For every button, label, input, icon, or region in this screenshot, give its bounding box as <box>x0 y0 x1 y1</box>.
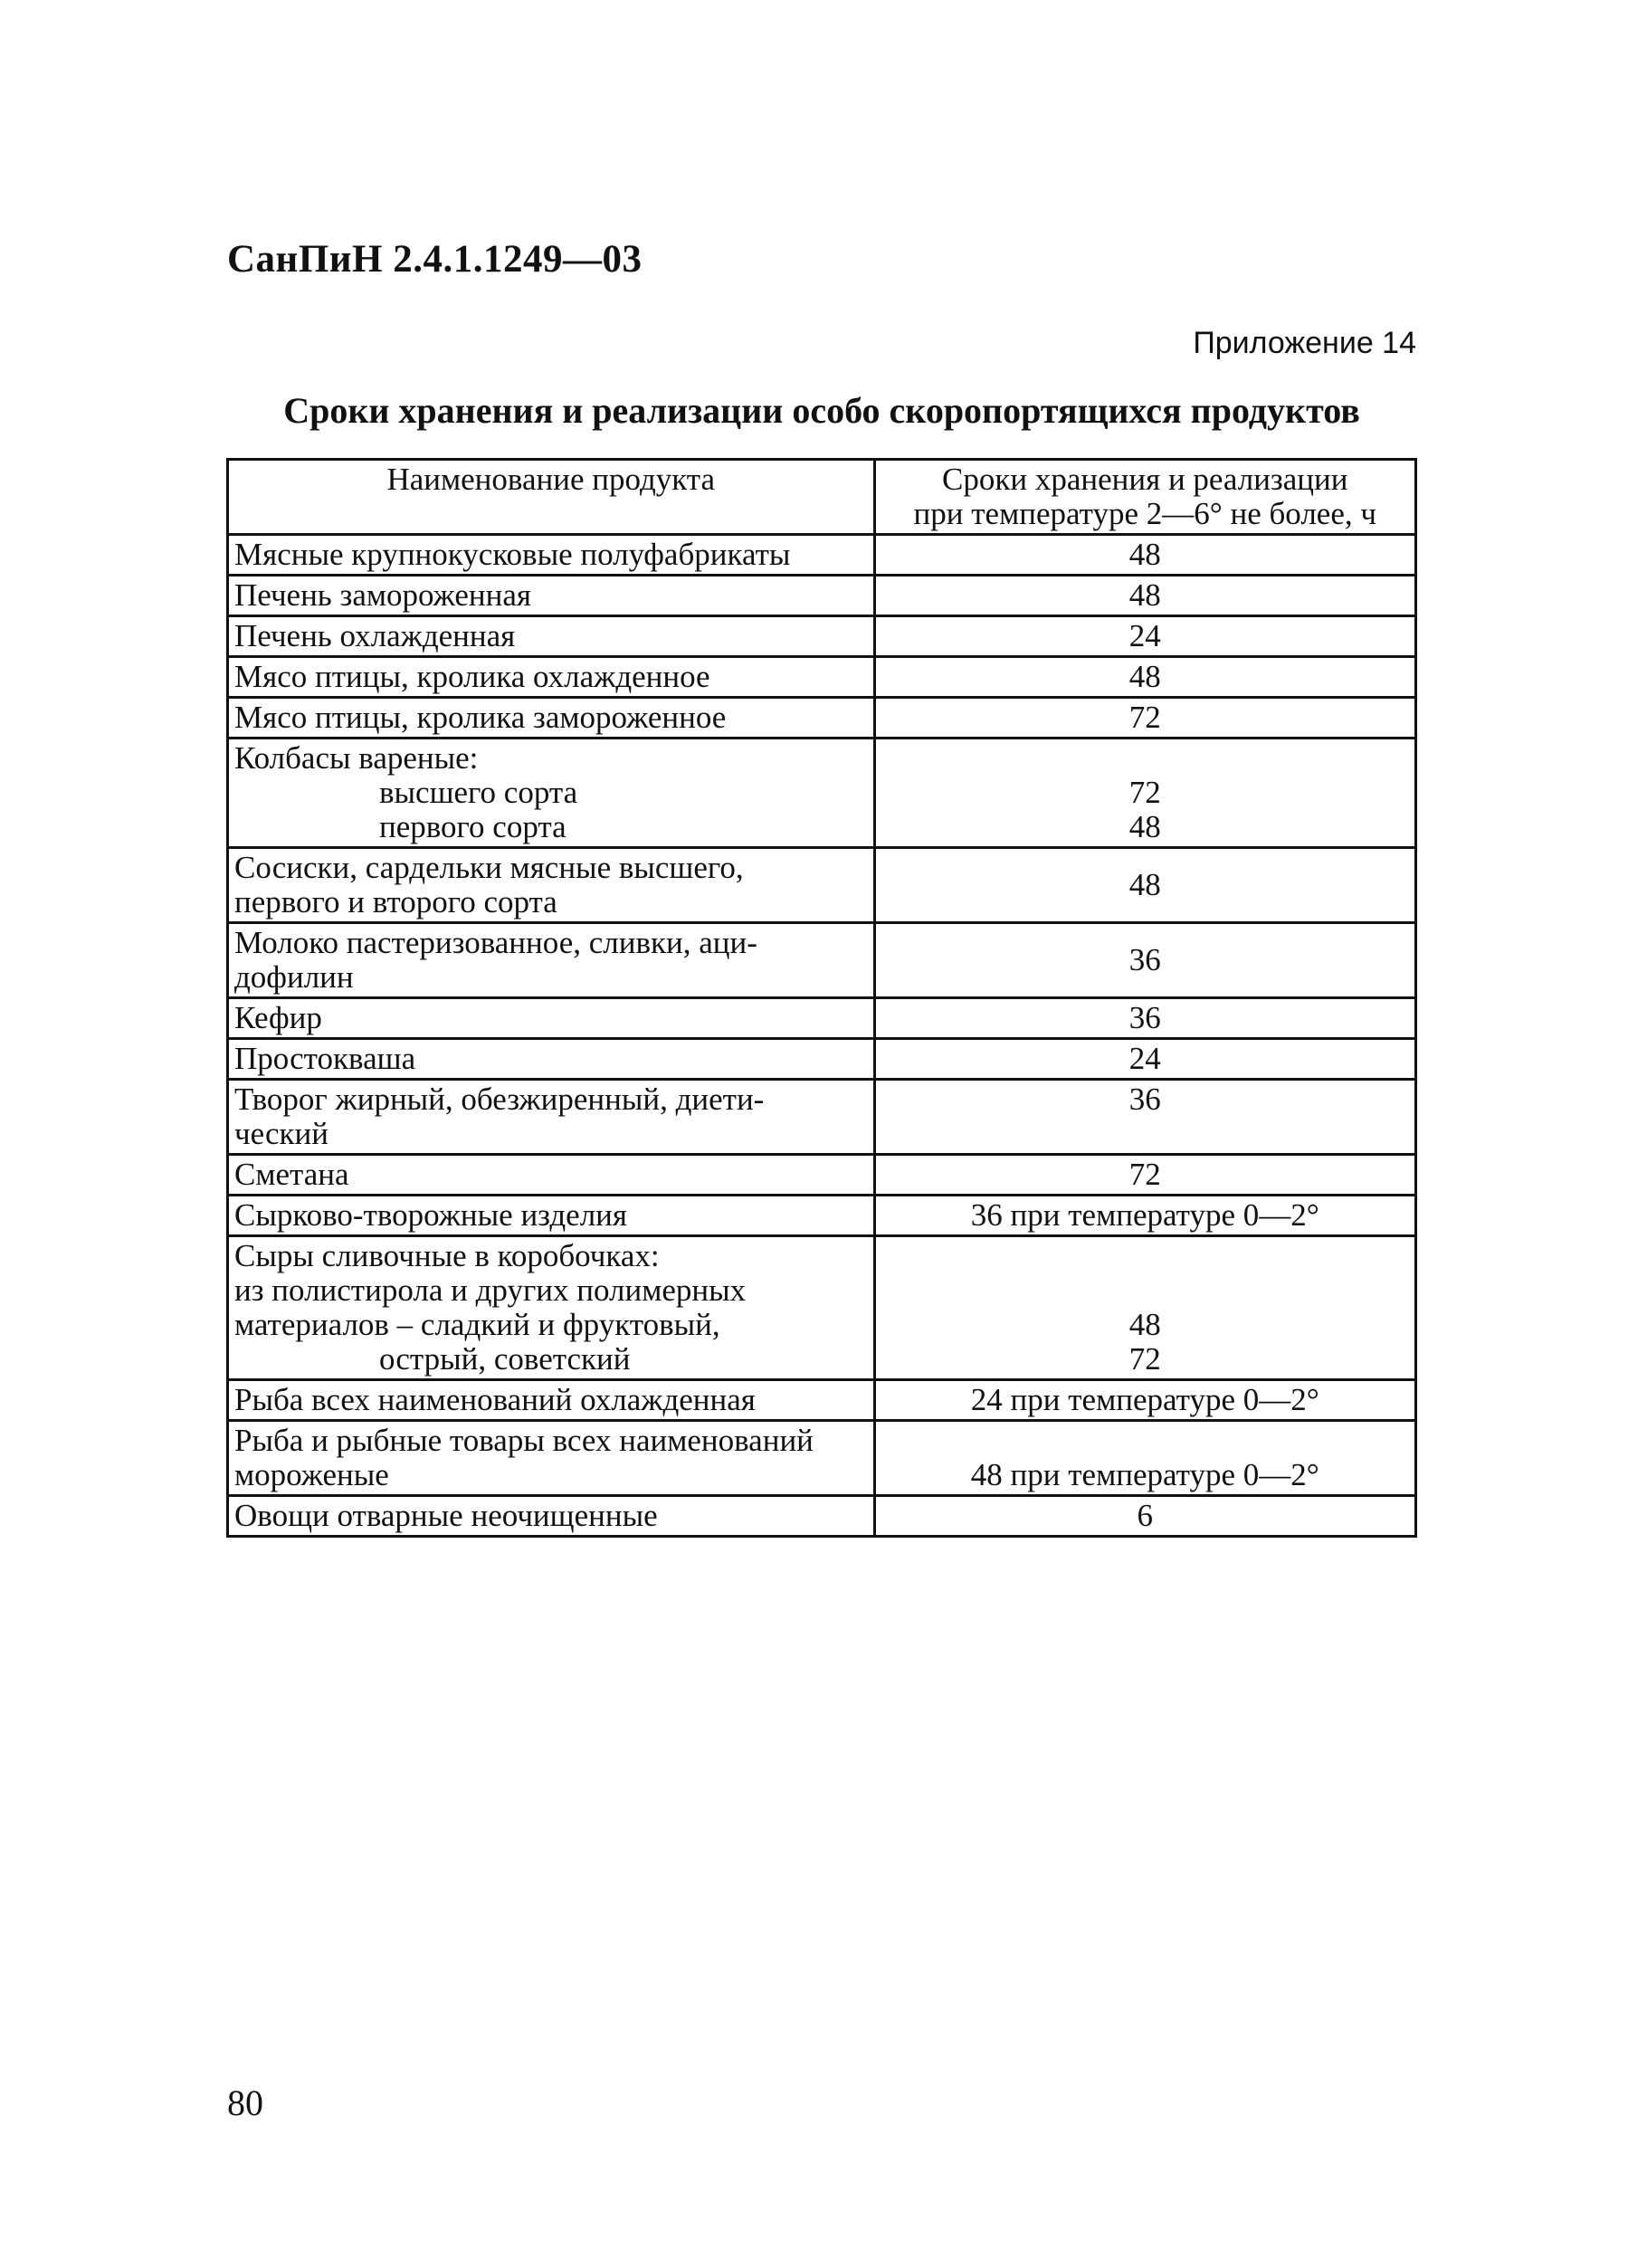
product-name: Мясо птицы, кролика замороженное <box>228 698 875 739</box>
product-name-line: дофилин <box>234 959 354 995</box>
product-name: Овощи отварные неочищенные <box>228 1496 875 1537</box>
appendix-label: Приложение 14 <box>1193 326 1416 360</box>
table-row <box>228 1236 1416 1380</box>
header-storage-term <box>874 460 1415 535</box>
storage-term <box>874 1236 1415 1380</box>
storage-term-value: 48 <box>1128 809 1161 844</box>
storage-terms-table <box>226 458 1417 1538</box>
product-name: Кефир <box>228 998 875 1039</box>
storage-term-value: 48 <box>1128 1307 1161 1342</box>
product-name: Мясо птицы, кролика охлажденное <box>228 657 875 698</box>
page-number: 80 <box>227 2082 263 2123</box>
table-header-row <box>228 460 1416 535</box>
product-name <box>228 1421 875 1496</box>
product-name-line: Рыба и рыбные товары всех наименований <box>234 1423 814 1458</box>
header-product-name: Наименование продукта <box>228 460 875 535</box>
storage-term: 48 при температуре 0—2° <box>874 1421 1415 1496</box>
storage-term-value: 72 <box>1128 1341 1161 1377</box>
table-row <box>228 1380 1416 1421</box>
product-grade: высшего сорта <box>379 775 578 810</box>
storage-term <box>874 739 1415 848</box>
storage-term: 48 <box>874 535 1415 576</box>
storage-term-value: 72 <box>1128 775 1161 810</box>
product-name: Рыба всех наименований охлажденная <box>228 1380 875 1421</box>
product-name-line: ческий <box>234 1116 329 1151</box>
product-name <box>228 1236 875 1380</box>
table-row <box>228 576 1416 616</box>
table-row <box>228 998 1416 1039</box>
product-name-line: острый, советский <box>379 1341 631 1377</box>
storage-term: 24 <box>874 1039 1415 1080</box>
product-name-line: Творог жирный, обезжиренный, диети- <box>234 1082 765 1117</box>
table-row <box>228 1421 1416 1496</box>
storage-term: 24 <box>874 616 1415 657</box>
product-name <box>228 739 875 848</box>
product-name: Печень охлажденная <box>228 616 875 657</box>
storage-term: 36 <box>874 1080 1415 1155</box>
product-grade: первого сорта <box>379 809 566 844</box>
product-name: Печень замороженная <box>228 576 875 616</box>
table-title: Сроки хранения и реализации особо скоропортящихся продуктов <box>283 390 1360 431</box>
product-name-line: Колбасы вареные: <box>234 740 479 776</box>
header-term-line2: при температуре 2—6° не более, ч <box>913 496 1376 531</box>
product-name-line: Молоко пастеризованное, сливки, аци- <box>234 925 757 960</box>
table-row <box>228 1155 1416 1196</box>
product-name <box>228 1080 875 1155</box>
storage-term: 24 при температуре 0—2° <box>874 1380 1415 1421</box>
storage-term: 6 <box>874 1496 1415 1537</box>
product-name: Сметана <box>228 1155 875 1196</box>
product-name-line: Сосиски, сардельки мясные высшего, <box>234 850 744 885</box>
product-name: Мясные крупнокусковые полуфабрикаты <box>228 535 875 576</box>
table-row <box>228 1039 1416 1080</box>
storage-term: 48 <box>874 657 1415 698</box>
storage-term: 48 <box>874 576 1415 616</box>
product-name: Сырково-творожные изделия <box>228 1196 875 1236</box>
product-name-line: материалов – сладкий и фруктовый, <box>234 1307 720 1342</box>
table-row <box>228 1496 1416 1537</box>
table-row <box>228 616 1416 657</box>
document-code: СанПиН 2.4.1.1249—03 <box>227 238 643 281</box>
product-name-line: первого и второго сорта <box>234 884 557 920</box>
product-name-line: из полистирола и других полимерных <box>234 1272 747 1308</box>
product-name: Простокваша <box>228 1039 875 1080</box>
table-row <box>228 698 1416 739</box>
table-row <box>228 1196 1416 1236</box>
table-row <box>228 739 1416 848</box>
table-row <box>228 657 1416 698</box>
storage-term: 48 <box>874 848 1415 923</box>
storage-term: 36 при температуре 0—2° <box>874 1196 1415 1236</box>
storage-term: 36 <box>874 998 1415 1039</box>
table-row <box>228 535 1416 576</box>
storage-term: 72 <box>874 1155 1415 1196</box>
storage-term: 36 <box>874 923 1415 998</box>
table-row <box>228 923 1416 998</box>
storage-term: 72 <box>874 698 1415 739</box>
product-name <box>228 848 875 923</box>
product-name <box>228 923 875 998</box>
header-term-line1: Сроки хранения и реализации <box>942 462 1348 497</box>
product-name-line: мороженые <box>234 1457 389 1492</box>
table-row <box>228 1080 1416 1155</box>
table-row <box>228 848 1416 923</box>
product-name-line: Сыры сливочные в коробочках: <box>234 1238 660 1273</box>
